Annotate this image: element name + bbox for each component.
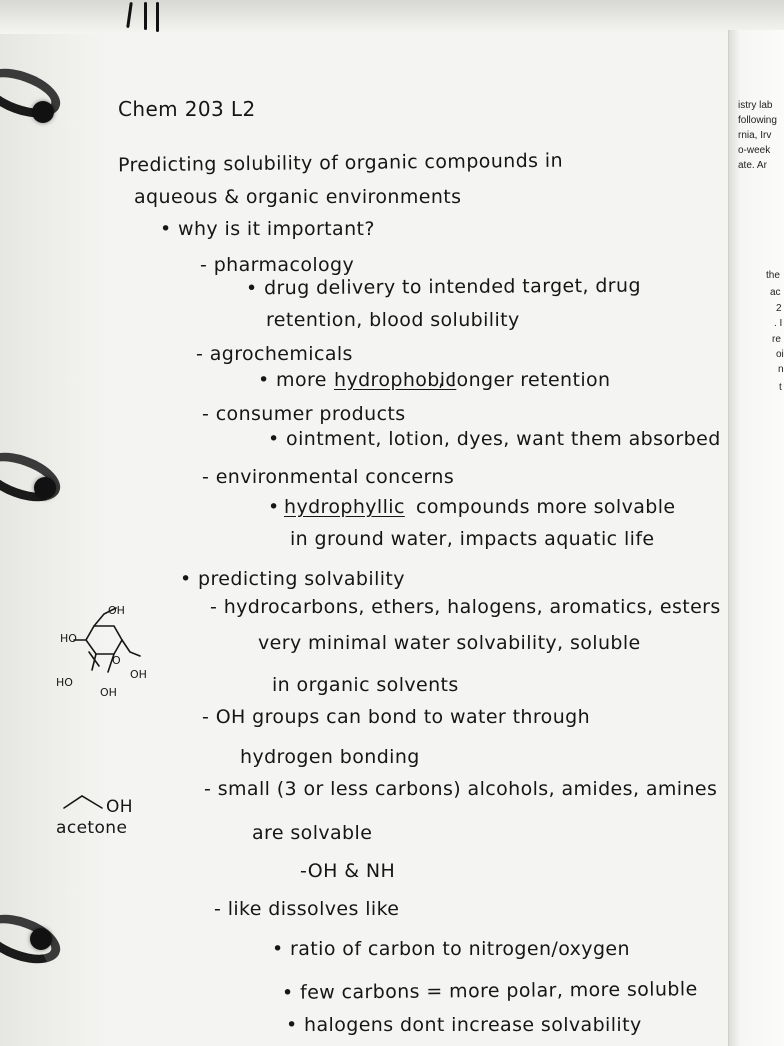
punch-hole [30,928,52,950]
molecule-caption: acetone [56,818,128,838]
binder-shadow [0,0,110,1046]
note-term-underlined: hydrophyllic [284,496,405,518]
background-text: 2 [776,303,782,314]
note-line: aqueous & organic environments [134,186,462,208]
molecule-label: O [112,654,121,667]
background-text: . I [774,318,783,329]
ink-mark [144,2,147,30]
note-line: • predicting solvability [180,568,405,590]
note-line: • ratio of carbon to nitrogen/oxygen [272,938,630,960]
background-text: t [779,382,782,393]
background-text: oi [776,349,784,360]
note-line: in ground water, impacts aquatic life [290,528,655,550]
background-text: n [778,364,784,375]
note-line: - pharmacology [200,254,355,276]
note-line: • ointment, lotion, dyes, want them absorbed [268,428,721,450]
background-text: o-week [738,145,771,156]
note-line: - small (3 or less carbons) alcohols, amides, amines [204,778,718,800]
note-line: very minimal water solvability, soluble [258,632,641,654]
background-text: following [738,115,777,126]
note-line: • [268,496,280,518]
note-line: • why is it important? [160,218,375,240]
note-term-underlined: hydrophobic [334,369,457,391]
molecule-label: HO [60,632,77,645]
note-line: - hydrocarbons, ethers, halogens, aromatics, esters [210,596,721,618]
note-line: • more [258,369,327,391]
note-line: - environmental concerns [202,466,455,488]
background-text: ac [770,287,781,298]
note-line: hydrogen bonding [240,746,420,768]
background-text: ate. Ar [738,160,767,171]
punch-hole [34,477,56,499]
top-shadow [0,0,784,34]
molecule-label: OH [106,797,133,817]
note-line: are solvable [252,822,373,844]
note-line: • drug delivery to intended target, drug [245,274,641,300]
ink-mark [156,2,159,32]
note-line: • few carbons = more polar, more soluble [281,978,698,1004]
note-line: -OH & NH [300,860,396,882]
note-line: • halogens dont increase solvability [286,1014,642,1036]
note-line: compounds more solvable [416,496,676,518]
molecule-label: OH [108,604,125,617]
molecule-label: OH [100,686,117,699]
note-line: Predicting solubility of organic compounds in [117,149,564,177]
adjacent-page-edge [728,30,784,1046]
molecule-label: OH [130,668,147,681]
note-line: in organic solvents [272,674,459,696]
punch-hole [32,101,54,123]
page-title: Chem 203 L2 [118,97,256,121]
note-line: retention, blood solubility [266,309,520,331]
note-line: - OH groups can bond to water through [202,706,591,728]
note-line: - agrochemicals [196,343,353,365]
note-line: - like dissolves like [214,898,400,920]
background-text: istry lab [738,100,773,111]
background-text: rnia, Irv [738,130,772,141]
note-line: - consumer products [202,403,406,425]
background-text: the [766,270,780,281]
note-line: , longer retention [438,369,611,391]
molecule-label: HO [56,676,73,689]
background-text: re [772,334,781,345]
